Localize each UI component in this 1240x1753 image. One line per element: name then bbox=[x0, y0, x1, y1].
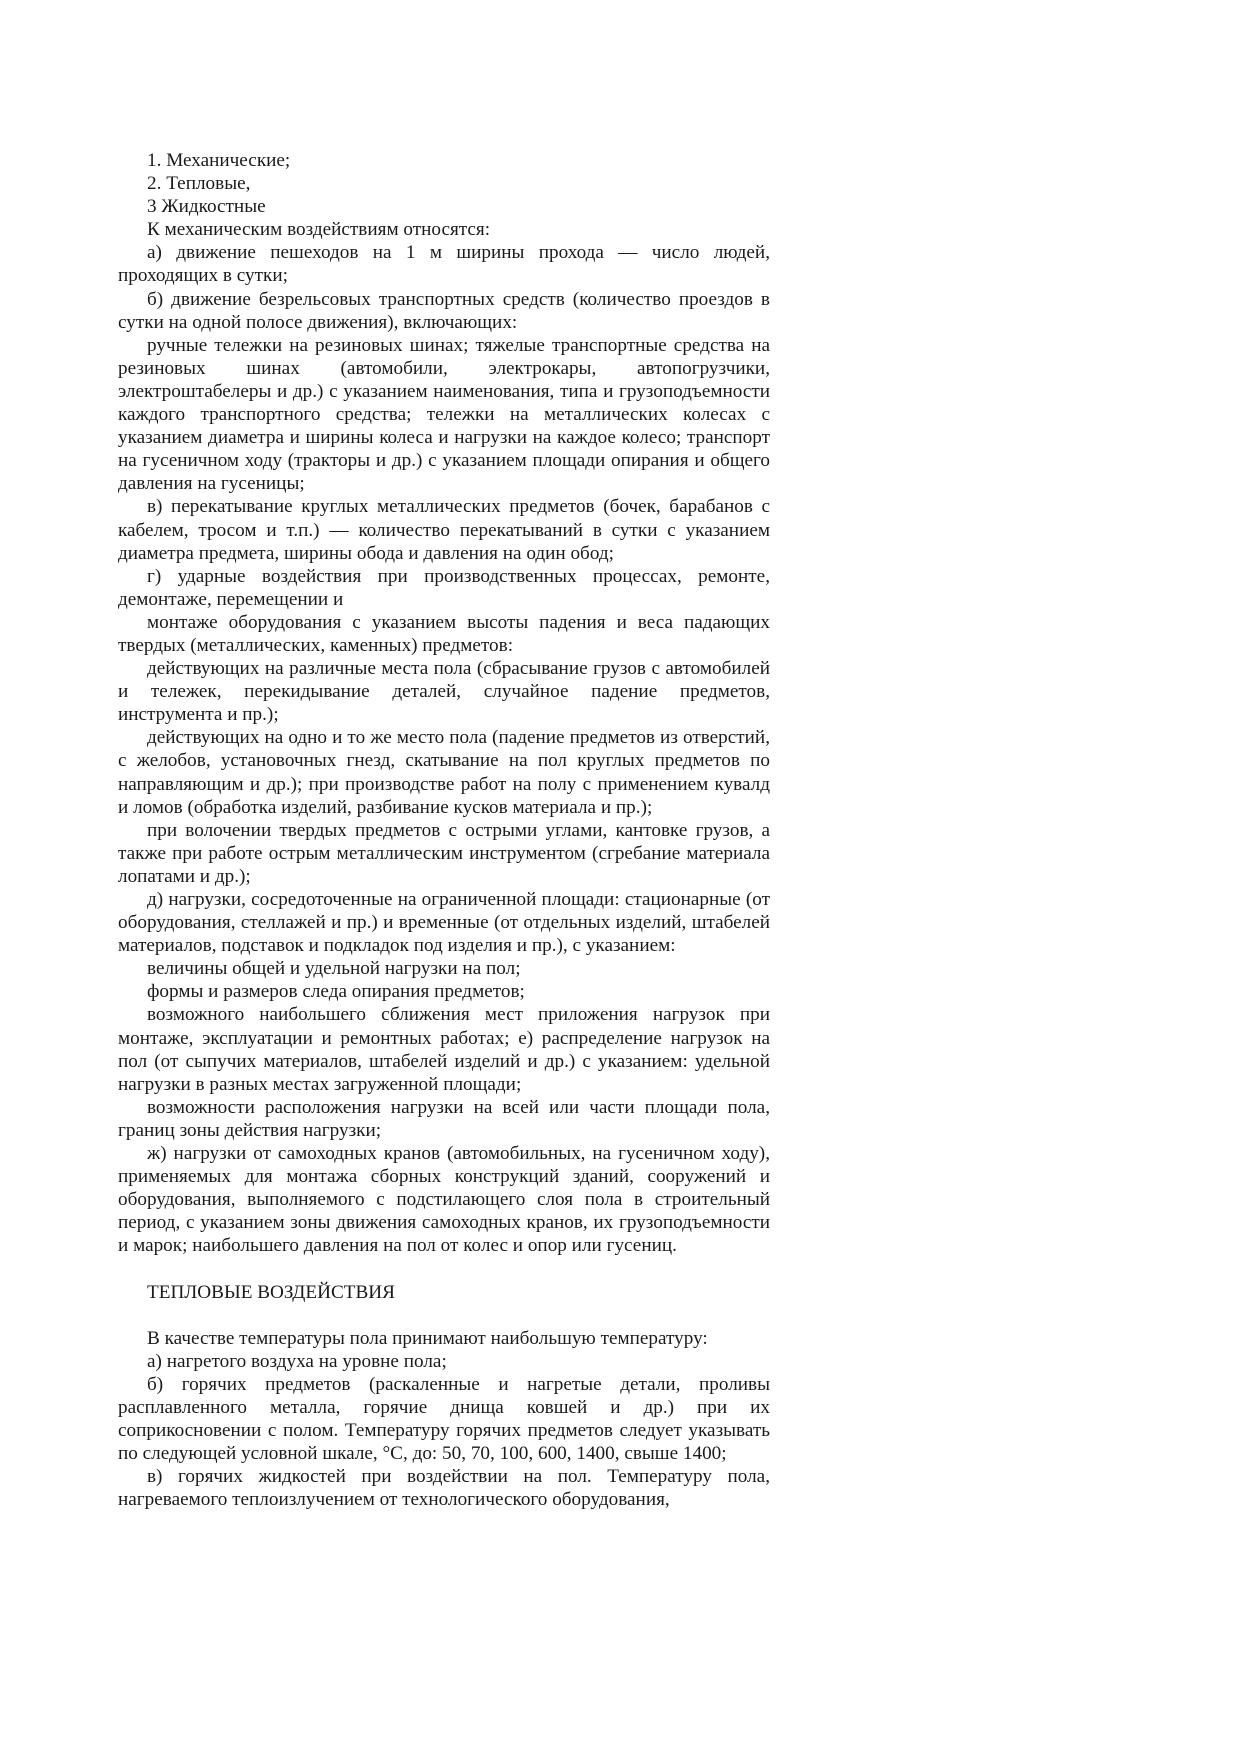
paragraph-mounting: монтаже оборудования с указанием высоты падения и веса падающих твердых (металлических, каменных) предметов: bbox=[118, 611, 770, 656]
mechanical-intro: К механическим воздействиям относятся: bbox=[147, 219, 491, 241]
paragraph-same-place: действующих на одно и то же место пола (падение предметов из отверстий, с желобов, установочных гнезд, скатывание на пол круглых предметов по направляющим и др.); при производстве работ на полу с применением кувалд и ломов (обработка изделий, разбивание кусков материала и пр.); bbox=[118, 727, 770, 818]
paragraph-total-load: величины общей и удельной нагрузки на пол; bbox=[147, 958, 521, 980]
paragraph-hot-objects: б) горячих предметов (раскаленные и нагретые детали, проливы расплавленного металла, горячие днища ковшей и др.) при их соприкосновении с полом. Температуру горячих предметов следует указывать по следующей условной шкале, °С, до: 50, 70, 100, 600, 1400, свыше 1400; bbox=[118, 1373, 770, 1465]
list-item-liquid: 3 Жидкостные bbox=[147, 196, 266, 218]
document-page bbox=[118, 149, 770, 1511]
paragraph-trackless-transport: б) движение безрельсовых транспортных средств (количество проездов в сутки на одной полосе движения), включающих: bbox=[118, 288, 770, 333]
paragraph-impact: г) ударные воздействия при производственных процессах, ремонте, демонтаже, перемещении и bbox=[118, 565, 770, 610]
paragraph-vehicles: ручные тележки на резиновых шинах; тяжелые транспортные средства на резиновых шинах (автомобили, электрокары, автопогрузчики, электроштабелеры и др.) с указанием наименования, типа и грузоподъемности каждого транспортного средства; тележки на металлических колесах с указанием диаметра и ширины колеса и нагрузки на каждое колесо; транспорт на гусеничном ходу (тракторы и др.) с указанием площади опирания и общего давления на гусеницы; bbox=[118, 334, 770, 495]
paragraph-footprint: формы и размеров следа опирания предметов; bbox=[147, 981, 525, 1003]
paragraph-floor-temperature: В качестве температуры пола принимают наибольшую температуру: bbox=[147, 1327, 708, 1349]
paragraph-pedestrian: а) движение пешеходов на 1 м ширины прохода — число людей, проходящих в сутки; bbox=[118, 242, 770, 287]
paragraph-rolling: в) перекатывание круглых металлических предметов (бочек, барабанов с кабелем, тросом и т.п.) — количество перекатываний в сутки с указанием диаметра предмета, ширины обода и давления на один обод; bbox=[118, 496, 770, 564]
paragraph-dragging: при волочении твердых предметов с острыми углами, кантовке грузов, а также при работе острым металлическим инструментом (сгребание материала лопатами и др.); bbox=[118, 819, 770, 887]
paragraph-various-places: действующих на различные места пола (сбрасывание грузов с автомобилей и тележек, перекидывание деталей, случайное падение предметов, инструмента и пр.); bbox=[118, 658, 770, 726]
section-heading-thermal: ТЕПЛОВЫЕ ВОЗДЕЙСТВИЯ bbox=[147, 1281, 395, 1303]
paragraph-load-proximity: возможного наибольшего сближения мест приложения нагрузок при монтаже, эксплуатации и ремонтных работах; е) распределение нагрузок на пол (от сыпучих материалов, штабелей изделий и др.) с указанием: удельной нагрузки в разных местах загруженной площади; bbox=[118, 1004, 770, 1095]
paragraph-heated-air: а) нагретого воздуха на уровне пола; bbox=[147, 1350, 447, 1372]
list-item-mechanical: 1. Механические; bbox=[147, 150, 291, 171]
paragraph-load-placement: возможности расположения нагрузки на всей или части площади пола, границ зоны действия нагрузки; bbox=[118, 1096, 770, 1141]
list-item-thermal: 2. Тепловые, bbox=[147, 173, 251, 195]
paragraph-cranes: ж) нагрузки от самоходных кранов (автомобильных, на гусеничном ходу), применяемых для монтажа сборных конструкций зданий, сооружений и оборудования, выполняемого с подстилающего слоя пола в строительный период, с указанием зоны движения самоходных кранов, их грузоподъемности и марок; наибольшего давления на пол от колес и опор или гусениц. bbox=[118, 1143, 770, 1257]
paragraph-hot-liquids: в) горячих жидкостей при воздействии на пол. Температуру пола, нагреваемого теплоизлучением от технологического оборудования, bbox=[118, 1466, 770, 1511]
paragraph-concentrated-loads: д) нагрузки, сосредоточенные на ограниченной площади: стационарные (от оборудования, стеллажей и пр.) и временные (от отдельных изделий, штабелей материалов, подставок и подкладок под изделия и пр.), с указанием: bbox=[118, 889, 770, 957]
